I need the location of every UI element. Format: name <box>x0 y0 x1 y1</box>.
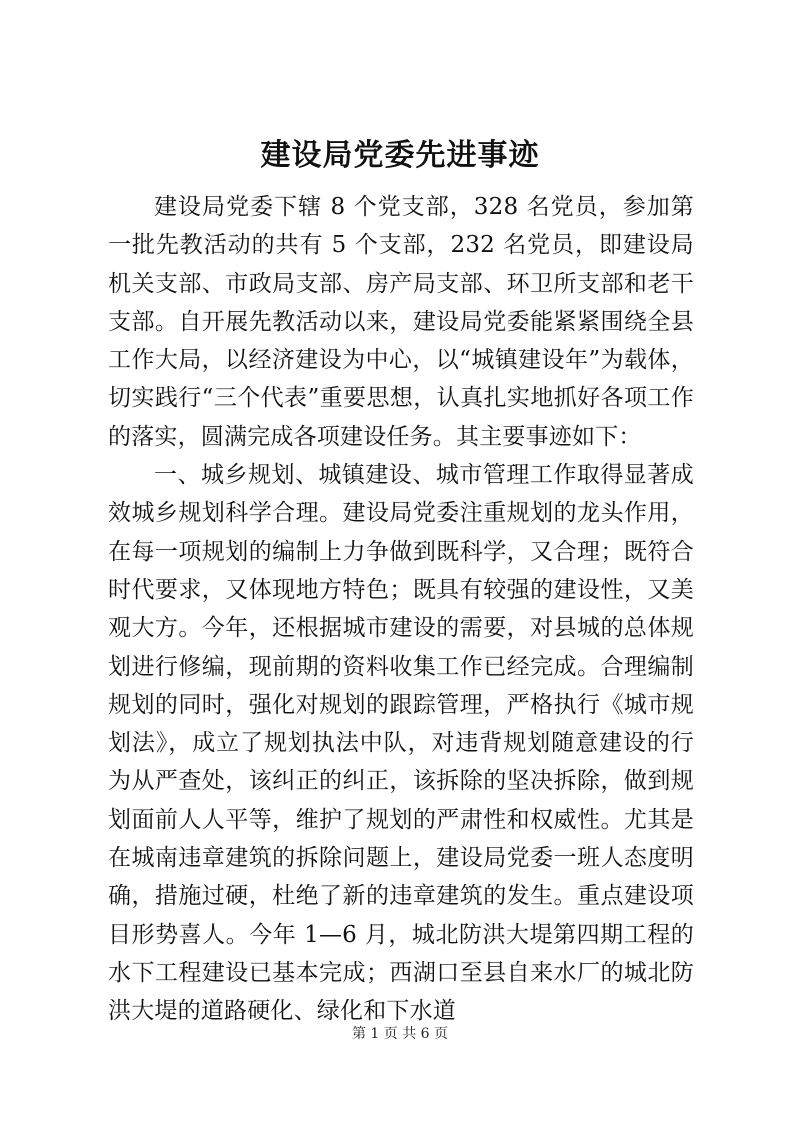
paragraph-section-one: 一、城乡规划、城镇建设、城市管理工作取得显著成效城乡规划科学合理。建设局党委注重规划的龙头作用，在每一项规划的编制上力争做到既科学，又合理；既符合时代要求，又体现地方特色；既具有较强的建设性，又美观大方。今年，还根据城市建设的需要，对县城的总体规划进行修编，现前期的资料收集工作已经完成。合理编制规划的同时，强化对规划的跟踪管理，严格执行《城市规划法》，成立了规划执法中队，对违背规划随意建设的行为从严查处，该纠正的纠正，该拆除的坚决拆除，做到规划面前人人平等，维护了规划的严肃性和权威性。尤其是在城南违章建筑的拆除问题上，建设局党委一班人态度明确，措施过硬，杜绝了新的违章建筑的发生。重点建设项目形势喜人。今年 1—6 月，城北防洪大堤第四期工程的水下工程建设已基本完成；西湖口至县自来水厂的城北防洪大堤的道路硬化、绿化和下水道 <box>108 462 694 1025</box>
page-footer: 第 1 页 共 6 页 <box>351 1026 449 1042</box>
paragraph-intro: 建设局党委下辖 8 个党支部，328 名党员，参加第一批先教活动的共有 5 个支部，232 名党员，即建设局机关支部、市政局支部、房产局支部、环卫所支部和老干支部。自开展先教活动以来，建设局党委能紧紧围绕全县工作大局，以经济建设为中心，以“城镇建设年”为载体，切实践行“三个代表”重要思想，认真扎实地抓好各项工作的落实，圆满完成各项建设任务。其主要事迹如下： <box>108 194 694 450</box>
document-title: 建设局党委先进事迹 <box>260 138 540 173</box>
document-body <box>108 188 694 1031</box>
